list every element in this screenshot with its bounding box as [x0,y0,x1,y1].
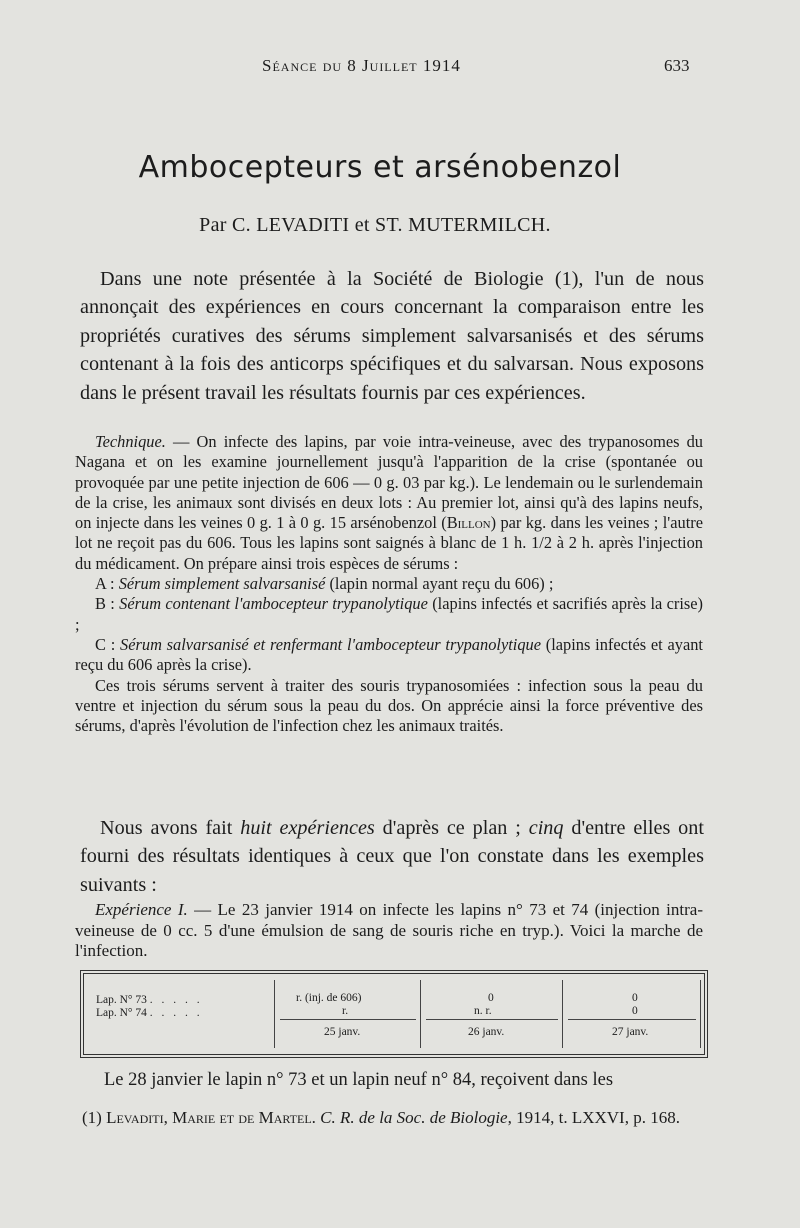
page-number: 633 [664,56,690,75]
footnote-author: Levaditi [106,1108,164,1127]
footnote-rest: , 1914, t. LXXVI, p. 168. [507,1108,680,1127]
table-cell: 0 [632,992,638,1004]
experiment-paragraph [75,900,703,962]
table-divider [420,980,421,1048]
technique-text: — On infecte des lapins, par voie intra-veineuse, avec des trypanosomes du Nagana et on les examine journellement jusqu'à l'apparition de la crise (spontanée ou provoquée par une petite injection de 606 — 0 g. 03 par kg.). Le lendemain ou le surlendemain de la crise, les animaux sont divisés en deux lots : Au premier lot, ainsi qu'à des lapins neufs, on injecte dans les veines 0 g. 1 à 0 g. 15 arsénobenzol ( [75,432,703,533]
article-title: Ambocepteurs et arsénobenzol [138,150,622,185]
footnote-author: Marie [172,1108,216,1127]
experiment-text: — Le 23 janvier 1914 on infecte les lapins n° 73 et 74 (injection intra-veineuse de 0 cc. 5 d'une émulsion de sang de souris riche en tryp.). Voici la marche de l'infection. [75,900,703,960]
item-a-letter: A : [95,574,119,594]
summary-post: d'entre elles ont fourni des résultats identiques à ceux que l'on constate dans les exemples suivants : [80,817,704,896]
summary-mid: d'après ce plan ; [374,817,529,839]
footnote-number: (1) [82,1108,107,1127]
intro-text: Dans une note présentée à la Société de Biologie (1), l'un de nous annonçait des expériences en cours concernant la comparaison entre les propriétés curatives des sérums simplement salvarsanisés et des sérums contenant à la fois des anticorps spécifiques et du salvarsan. Nous exposons dans le présent travail les résultats fournis par ces expériences. [80,268,704,404]
table-cell: n. r. [474,1005,492,1017]
table-cell: 0 [488,992,494,1004]
serum-item-a [75,574,703,594]
infection-table [80,970,708,1058]
footnote-journal: C. R. de la Soc. de Biologie [320,1108,508,1127]
table-cell: r. [342,1005,349,1017]
summary-italic-2: cinq [528,817,564,839]
item-a-label: Sérum simplement salvarsanisé [118,574,326,594]
summary-italic-1: huit expériences [240,817,375,839]
item-a-text: (lapin normal ayant reçu du 606) ; [325,574,554,594]
item-b-letter: B : [95,594,120,614]
item-c-label: Sérum salvarsanisé et renfermant l'ambocepteur trypanolytique [120,634,541,654]
table-date: 26 janv. [468,1026,505,1038]
table-divider [700,980,701,1048]
technique-paragraph [75,432,703,574]
continuation-paragraph: Le 28 janvier le lapin n° 73 et un lapin neuf n° 84, reçoivent dans les [104,1070,614,1090]
running-title: Séance du 8 Juillet 1914 [262,56,461,75]
table-rule [280,1019,416,1020]
summary-paragraph [80,814,704,899]
running-header [0,56,800,80]
item-b-label: Sérum contenant l'ambocepteur trypanolytique [119,594,428,614]
byline: Par C. LEVADITI et ST. MUTERMILCH. [199,214,551,236]
table-divider [274,980,275,1048]
table-row-label-74: Lap. N° 74 . . . . . [96,1007,203,1019]
serum-item-b [75,594,703,635]
table-divider [562,980,563,1048]
item-c-letter: C : [95,634,121,654]
technique-section [75,432,703,736]
technique-billon: Billon [446,513,491,533]
item-c-text: (lapins infectés et ayant reçu du 606 après la crise). [75,634,703,675]
experiment-label: Expérience I. [95,900,188,919]
treatment-paragraph: Ces trois sérums servent à traiter des souris trypanosomiées : infection sous la peau du ventre et injection du sérum sous la peau du dos. On apprécie ainsi la force préventive des sérums, d'après l'évolution de l'infection chez les animaux traités. [75,675,703,736]
table-date: 25 janv. [324,1026,361,1038]
table-rule [426,1019,558,1020]
footnote-author: Martel [258,1108,312,1127]
technique-label: Technique. [95,432,166,451]
summary-pre: Nous avons fait [100,817,241,839]
serum-item-c [75,635,703,676]
table-row-label-73: Lap. N° 73 . . . . . [96,994,203,1006]
technique-text-2: ) par kg. dans les veines ; l'autre lot ne reçoit pas du 606. Tous les lapins sont saignés à blanc de 1 h. 1/2 à 2 h. après l'injection du médicament. On prépare ainsi trois espèces de sérums : [75,513,703,573]
table-rule [568,1019,696,1020]
item-b-text: (lapins infectés et sacrifiés après la crise) ; [75,594,704,634]
table-cell: 0 [632,1005,638,1017]
intro-paragraph [80,265,704,407]
table-cell: r. (inj. de 606) [296,992,362,1004]
table-date: 27 janv. [612,1026,649,1038]
footnote: (1) Levaditi, Marie et de Martel. C. R. de la Soc. de Biologie, 1914, t. LXXVI, p. 168. [82,1108,680,1127]
